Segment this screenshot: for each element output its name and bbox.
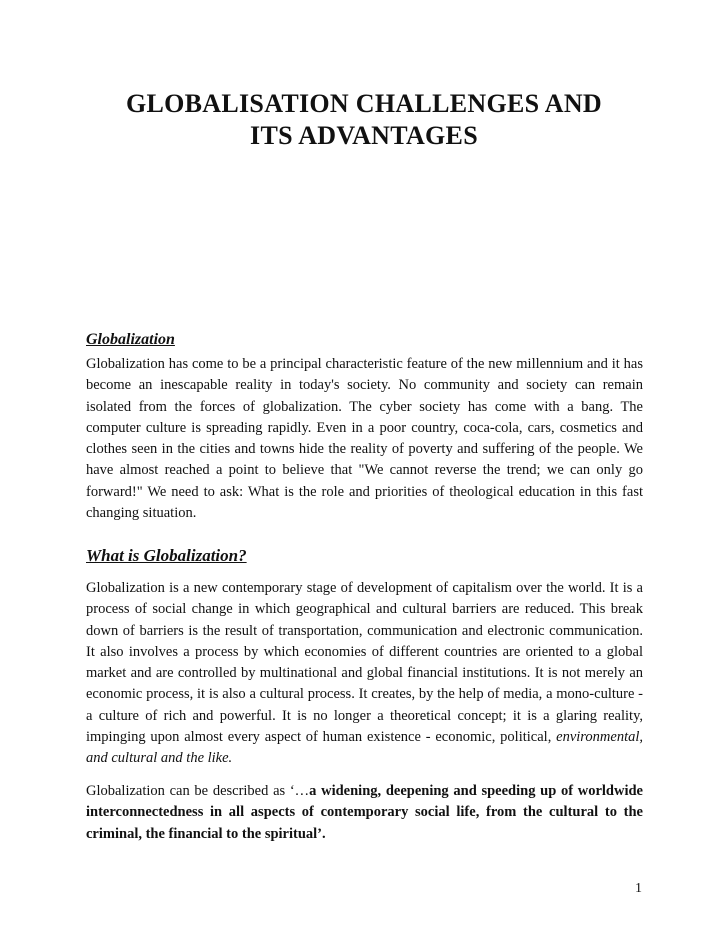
description-paragraph-lead: Globalization can be described as ‘… — [86, 783, 310, 799]
description-paragraph — [86, 781, 643, 845]
page-number: 1 — [635, 881, 642, 896]
title-line-2: ITS ADVANTAGES — [250, 121, 478, 150]
definition-paragraph — [86, 578, 643, 770]
definition-paragraph-italic-text: environmental, and cultural and the like. — [86, 729, 644, 767]
document-title — [86, 88, 642, 152]
definition-paragraph-text: Globalization is a new contemporary stage of development of capitalism over the world. It is a process of social change in which geographical and cultural barriers are reduced. This break down of barriers is the result of transportation, communication and electronic communication. It also involves a process by which economies of different countries are oriented to a global market and are controlled by multinational and global financial institutions. It is not merely an economic process, it is also a cultural process. It creates, by the help of media, a mono-culture - a culture of rich and powerful. It is no longer a theoretical concept; it is a glaring reality, impinging upon almost every aspect of human existence - economic, political, — [86, 580, 643, 746]
title-line-1: GLOBALISATION CHALLENGES AND — [125, 89, 603, 118]
globalization-paragraph: Globalization has come to be a principal characteristic feature of the new millennium and it has become an inescapable reality in today's society. No community and society can remain isolated from the forces of globalization. The cyber society has come with a bang. The computer culture is spreading rapidly. Even in a poor country, coca-cola, cars, cosmetics and clothes seen in the cities and towns hide the reality of poverty and suffering of the people. We have almost reached a point to believe that "We cannot reverse the trend; we can only go forward!" We need to ask: What is the role and priorities of theological education in this fast changing situation. — [86, 356, 643, 522]
section-heading-globalization: Globalization — [86, 331, 175, 348]
description-paragraph-bold-quote: a widening, deepening and speeding up of worldwide interconnectedness in all aspects of contemporary social life, from the cultural to the criminal, the financial to the spiritual’. — [86, 783, 643, 842]
section-heading-what-is-globalization: What is Globalization? — [86, 546, 247, 565]
